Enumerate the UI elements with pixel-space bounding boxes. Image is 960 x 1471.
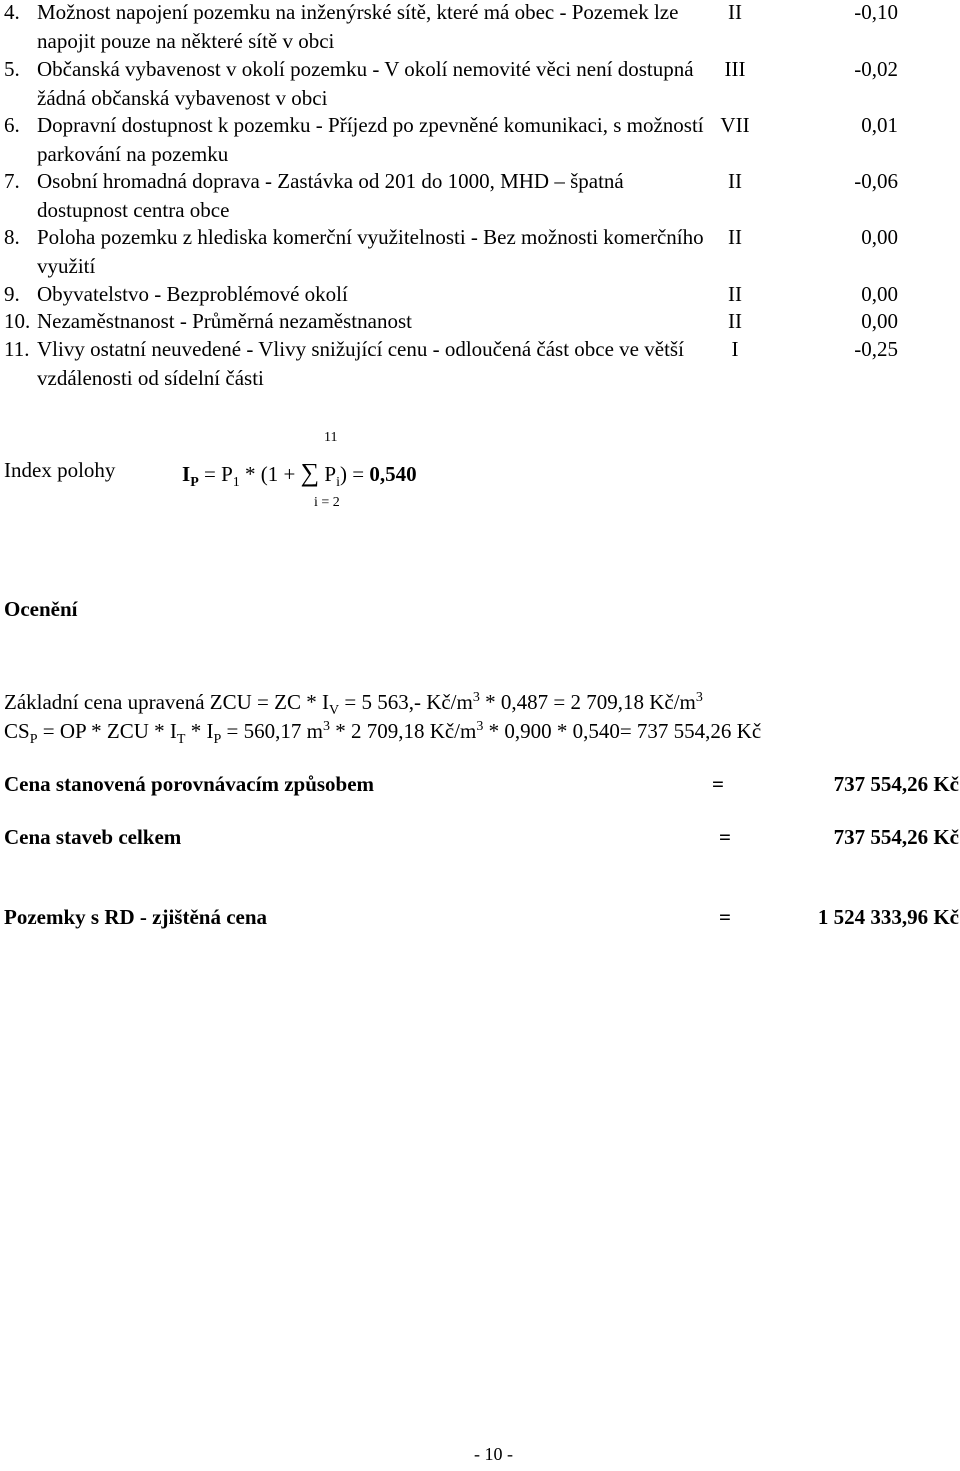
- factor-row: [0, 111, 960, 168]
- csp-exp1: 3: [322, 719, 330, 734]
- zcu-mid: = 5 563,- Kč/m: [339, 690, 473, 714]
- zcu-exp2: 3: [695, 690, 703, 705]
- csp-exp2: 3: [476, 719, 484, 734]
- factor-row: [0, 335, 960, 392]
- factor-number: 6.: [4, 113, 20, 137]
- summary-eq: =: [712, 772, 724, 796]
- summary-eq: =: [719, 905, 731, 929]
- factor-grade: VII: [720, 113, 750, 137]
- index-result: 0,540: [369, 462, 417, 486]
- factor-value: -0,25: [854, 337, 898, 361]
- csp-part1: = OP * ZCU * I: [37, 719, 177, 743]
- factor-row: [0, 167, 960, 224]
- csp-sub-p: P: [29, 732, 38, 748]
- factor-row: [0, 55, 960, 112]
- factor-description: Obyvatelstvo - Bezproblémové okolí: [37, 282, 348, 306]
- csp-sub-p2: P: [213, 732, 222, 748]
- sum-lower-limit: i = 2: [314, 495, 340, 510]
- csp-part5: * 0,900 * 0,540= 737 554,26 Kč: [483, 719, 762, 743]
- factor-value: -0,06: [854, 169, 898, 193]
- factor-row: [0, 0, 960, 55]
- factor-number: 11.: [4, 337, 30, 361]
- factor-value: 0,00: [861, 309, 898, 333]
- factor-grade: III: [724, 57, 746, 81]
- zcu-line: [4, 690, 703, 719]
- factor-number: 8.: [4, 225, 20, 249]
- factor-description: Možnost napojení pozemku na inženýrské sítě, které má obec - Pozemek lze napojit pouze na některé sítě v obci: [37, 0, 679, 53]
- factor-row: [0, 307, 960, 336]
- zcu-sub-v: V: [328, 703, 340, 719]
- summary-value: 1 524 333,96 Kč: [817, 905, 959, 929]
- summary-eq: =: [719, 825, 731, 849]
- csp-part2: * I: [185, 719, 214, 743]
- summary-value: 737 554,26 Kč: [833, 772, 959, 796]
- summary-value: 737 554,26 Kč: [833, 825, 959, 849]
- csp-cs: CS: [4, 719, 30, 743]
- factor-value: 0,00: [861, 282, 898, 306]
- index-label: Index polohy: [4, 458, 116, 482]
- zcu-prefix: Základní cena upravená ZCU = ZC * I: [4, 690, 329, 714]
- factor-grade: II: [728, 309, 742, 333]
- factor-grade: II: [728, 282, 742, 306]
- zcu-mid2: * 0,487 = 2 709,18 Kč/m: [479, 690, 696, 714]
- index-equation: $I_P = P_1 * (1$ + ∑ $P_i) = 0,540$: [182, 458, 417, 491]
- factor-description: Nezaměstnanost - Průměrná nezaměstnanost: [37, 309, 412, 333]
- zcu-exp1: 3: [472, 690, 480, 705]
- factor-description: Poloha pozemku z hlediska komerční využitelnosti - Bez možnosti komerčního využití: [37, 225, 704, 278]
- factor-description: Vlivy ostatní neuvedené - Vlivy snižující cenu - odloučená část obce ve větší vzdálenosti od sídelní části: [37, 337, 684, 390]
- factor-value: 0,01: [861, 113, 898, 137]
- summary-label: Cena stanovená porovnávacím způsobem: [4, 772, 375, 796]
- factor-value: -0,10: [854, 0, 898, 24]
- factor-number: 10.: [4, 309, 31, 333]
- sum-upper-limit: 11: [324, 430, 338, 445]
- csp-sub-t: T: [176, 732, 186, 748]
- factor-grade: II: [728, 225, 742, 249]
- factor-description: Občanská vybavenost v okolí pozemku - V okolí nemovité věci není dostupná žádná občanská vybavenost v obci: [37, 57, 694, 110]
- page-number: - 10 -: [474, 1444, 513, 1464]
- factor-row: [0, 223, 960, 280]
- factor-grade: I: [731, 337, 739, 361]
- factor-number: 4.: [4, 0, 20, 24]
- factor-number: 9.: [4, 282, 20, 306]
- csp-part4: * 2 709,18 Kč/m: [329, 719, 477, 743]
- factor-value: -0,02: [854, 57, 898, 81]
- csp-part3: = 560,17 m: [221, 719, 323, 743]
- factor-value: 0,00: [861, 225, 898, 249]
- summary-label: Cena staveb celkem: [4, 825, 182, 849]
- factor-grade: II: [728, 0, 742, 24]
- factor-grade: II: [728, 169, 742, 193]
- factor-number: 7.: [4, 169, 20, 193]
- csp-line: [4, 719, 762, 748]
- summary-label: Pozemky s RD - zjištěná cena: [4, 905, 268, 929]
- factor-description: Osobní hromadná doprava - Zastávka od 201 do 1000, MHD – špatná dostupnost centra obce: [37, 169, 624, 222]
- factor-row: [0, 280, 960, 309]
- section-heading: Ocenění: [4, 597, 78, 621]
- factor-number: 5.: [4, 57, 20, 81]
- factor-description: Dopravní dostupnost k pozemku - Příjezd po zpevněné komunikaci, s možností parkování na pozemku: [37, 113, 704, 166]
